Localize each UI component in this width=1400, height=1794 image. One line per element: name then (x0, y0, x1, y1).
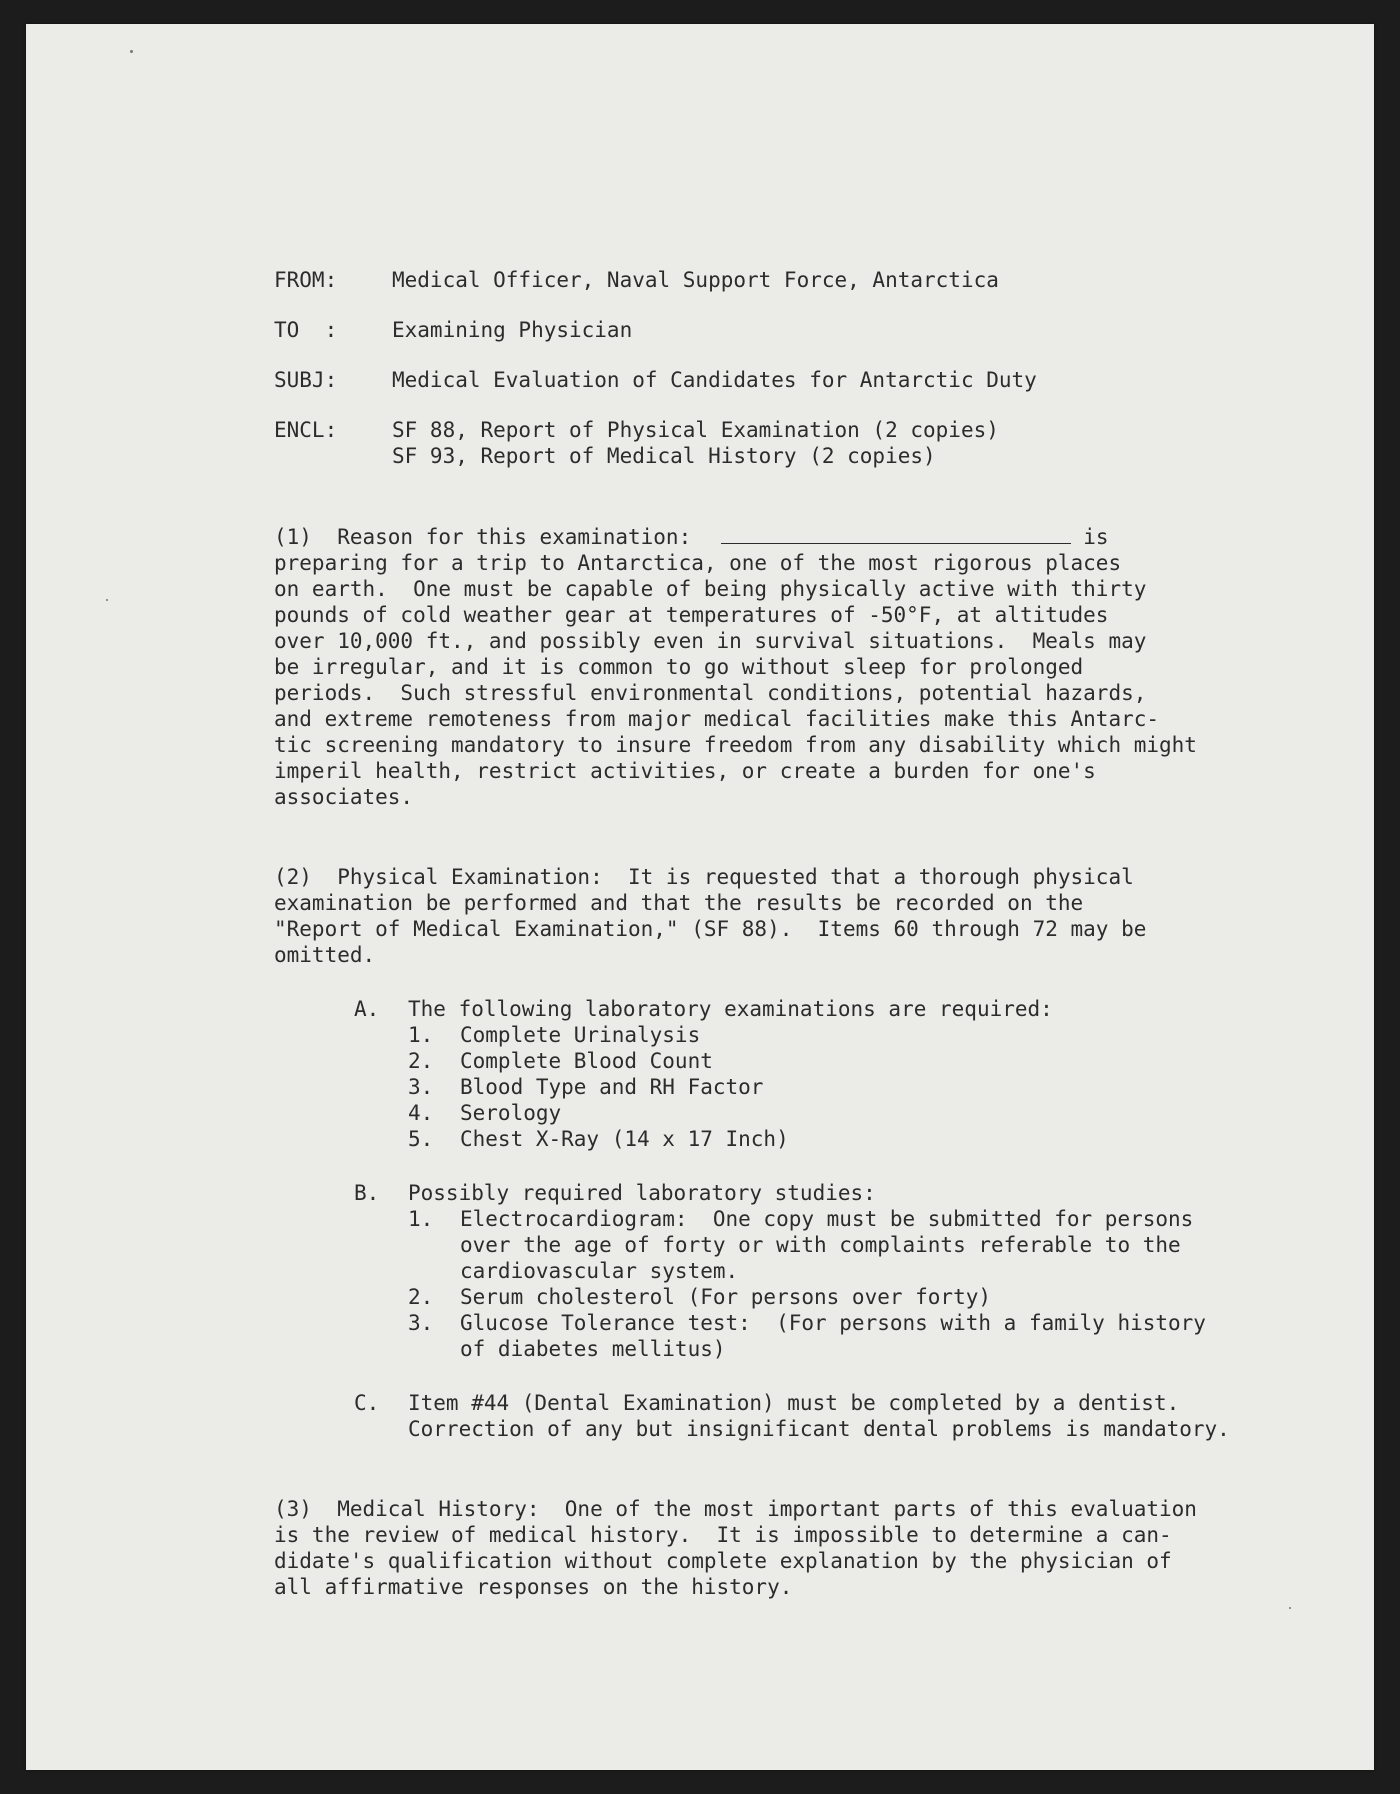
list-item (408, 1206, 1294, 1284)
header-from (274, 267, 1294, 293)
header-encl (274, 417, 1294, 469)
paragraph-physical-exam (274, 864, 1294, 968)
reason-blank-line (721, 523, 1071, 544)
item-number: 2. (408, 1285, 434, 1309)
list-item (408, 1126, 1294, 1152)
section-c-line: Item #44 (Dental Examination) must be completed by a dentist. (408, 1391, 1180, 1415)
header-from-key: FROM: (274, 268, 338, 292)
paragraph-line: (2) Physical Examination: It is requested that a thorough physical (274, 865, 1134, 889)
item-number: 5. (408, 1127, 434, 1151)
paragraph-line: didate's qualification without complete explanation by the physician of (274, 1549, 1172, 1573)
section-b-list (408, 1206, 1294, 1362)
enclosure-item: SF 93, Report of Medical History (2 copies) (392, 444, 936, 468)
item-text-block (460, 1310, 1206, 1362)
item-text: Serology (460, 1101, 562, 1125)
paragraph-line: pounds of cold weather gear at temperatures of -50°F, at altitudes (274, 603, 1109, 627)
list-item (408, 1074, 1294, 1100)
paragraph-line: (3) Medical History: One of the most important parts of this evaluation (274, 1497, 1197, 1521)
list-item (408, 1100, 1294, 1126)
paper-speck (106, 599, 108, 601)
section-a (354, 996, 1294, 1152)
paragraph-line: omitted. (274, 943, 376, 967)
section-letter: A. (354, 997, 380, 1021)
enclosure-item: SF 88, Report of Physical Examination (2 copies) (392, 418, 999, 442)
memo-header (274, 267, 1294, 469)
item-text: Complete Urinalysis (460, 1023, 701, 1047)
header-to-value: Examining Physician (392, 318, 633, 342)
paragraph-line: over 10,000 ft., and possibly even in survival situations. Meals may (274, 629, 1147, 653)
reason-is: is (1083, 525, 1109, 549)
section-letter: C. (354, 1391, 380, 1415)
item-text: Glucose Tolerance test: (For persons with a family history (460, 1311, 1206, 1335)
header-to (274, 317, 1294, 343)
paragraph-line: periods. Such stressful environmental conditions, potential hazards, (274, 681, 1147, 705)
item-number: 3. (408, 1075, 434, 1099)
item-text-block (460, 1284, 991, 1310)
paragraph-line: is the review of medical history. It is impossible to determine a can- (274, 1523, 1172, 1547)
paper-speck (130, 50, 133, 53)
item-number: 3. (408, 1311, 434, 1335)
paragraph-line: imperil health, restrict activities, or create a burden for one's (274, 759, 1096, 783)
item-text: Serum cholesterol (For persons over forty) (460, 1285, 992, 1309)
paragraph-line: "Report of Medical Examination," (SF 88). Items 60 through 72 may be (274, 917, 1147, 941)
paragraph-reason (274, 523, 1294, 810)
paragraph-line: and extreme remoteness from major medical facilities make this Antarc- (274, 707, 1160, 731)
paragraph-line: associates. (274, 785, 414, 809)
header-subj-value: Medical Evaluation of Candidates for Antarctic Duty (392, 368, 1037, 392)
document-page (26, 24, 1374, 1770)
header-encl-key: ENCL: (274, 418, 338, 442)
item-text: cardiovascular system. (460, 1259, 739, 1283)
item-number: 1. (408, 1207, 434, 1231)
list-item (408, 1022, 1294, 1048)
paragraph-medical-history (274, 1496, 1294, 1600)
header-subj-key: SUBJ: (274, 368, 338, 392)
section-c-text (408, 1390, 1230, 1442)
section-c-content (354, 1390, 1294, 1442)
section-c (354, 1390, 1294, 1442)
list-item (408, 1310, 1294, 1362)
item-text: Blood Type and RH Factor (460, 1075, 764, 1099)
item-text: Complete Blood Count (460, 1049, 713, 1073)
list-item (408, 1284, 1294, 1310)
item-number: 2. (408, 1049, 434, 1073)
item-text-block (460, 1206, 1193, 1284)
item-text: Chest X-Ray (14 x 17 Inch) (460, 1127, 789, 1151)
item-number: 1. (408, 1023, 434, 1047)
item-text: Electrocardiogram: One copy must be submitted for persons (460, 1207, 1194, 1231)
item-number: 4. (408, 1101, 434, 1125)
header-to-key: TO : (274, 318, 338, 342)
memo-body (274, 267, 1294, 1600)
paragraph-line: examination be performed and that the results be recorded on the (274, 891, 1084, 915)
header-from-value: Medical Officer, Naval Support Force, Antarctica (392, 268, 999, 292)
section-a-list (408, 1022, 1294, 1152)
item-text: of diabetes mellitus) (460, 1337, 726, 1361)
section-b-heading (354, 1180, 1294, 1206)
reason-label: (1) Reason for this examination: (274, 525, 692, 549)
section-heading-text: Possibly required laboratory studies: (408, 1181, 876, 1205)
list-item (408, 1048, 1294, 1074)
paragraph-line: tic screening mandatory to insure freedom from any disability which might (274, 733, 1197, 757)
paragraph-line: on earth. One must be capable of being physically active with thirty (274, 577, 1147, 601)
section-b (354, 1180, 1294, 1362)
section-heading-text: The following laboratory examinations are required: (408, 997, 1053, 1021)
paragraph-line (274, 523, 1294, 550)
header-encl-list (392, 417, 1294, 469)
section-a-heading (354, 996, 1294, 1022)
paragraph-line: be irregular, and it is common to go without sleep for prolonged (274, 655, 1084, 679)
item-text: over the age of forty or with complaints referable to the (460, 1233, 1181, 1257)
paragraph-line: preparing for a trip to Antarctica, one of the most rigorous places (274, 551, 1122, 575)
paper-speck (1289, 1607, 1291, 1609)
header-subj (274, 367, 1294, 393)
paragraph-line: all affirmative responses on the history. (274, 1575, 793, 1599)
section-letter: B. (354, 1181, 380, 1205)
section-c-line: Correction of any but insignificant dental problems is mandatory. (408, 1417, 1230, 1441)
